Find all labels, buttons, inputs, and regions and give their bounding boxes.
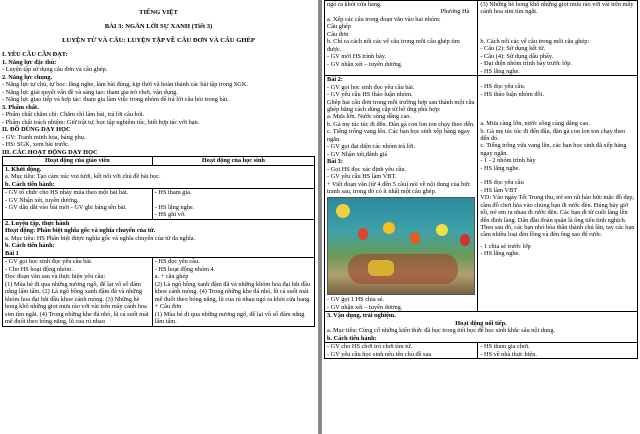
table-row: [325, 312, 638, 343]
student-step: - Câu (4): Sử dụng dấu phẩy.: [480, 52, 554, 60]
section-heading: II. ĐỒ DÙNG DẠY HỌC: [2, 126, 71, 134]
student-step: - HS về nhà thực hiện.: [480, 350, 537, 358]
document-page-right: [322, 0, 640, 434]
teacher-step: a. Mưa lớn. Nước sông dâng cao.: [327, 113, 411, 121]
table-cell: [3, 258, 153, 327]
document-page-left: [0, 0, 318, 434]
teacher-step: b. Chỉ ra cách nối các vế câu trong mỗi câu ghép tìm được.: [327, 38, 460, 53]
paragraph: - GV: Tranh minh họa, bảng phụ.: [2, 133, 86, 141]
table-cell: [478, 343, 638, 359]
exercise-heading: Bài 2:: [327, 76, 343, 84]
teacher-step: - Cho HS hoạt động nhóm .: [5, 265, 75, 273]
lantern-icon: [460, 234, 470, 246]
student-step: b. Gà mẹ túc túc đi đến đâu, đàn gà con lon ton chạy theo đến đó.: [480, 127, 626, 142]
activity-heading: 2. Luyện tập, thực hành: [5, 219, 70, 227]
exercise-heading: Bài 3:: [327, 158, 343, 166]
teacher-step: - GV nhận xét – tuyên dương.: [327, 60, 403, 68]
teacher-step: - GV gọi 1 HS chia sẻ.: [327, 296, 385, 304]
activity-method: b. Cách tiến hành:: [5, 242, 55, 250]
student-step: - Câu (2): Sử dụng kết từ.: [480, 45, 546, 53]
table-cell: [478, 76, 638, 312]
teacher-step: - GV yêu cầu HS làm VBT.: [327, 173, 397, 181]
activity-method: b. Cách tiến hành:: [327, 334, 377, 342]
teacher-step: ngó ra khỏi cửa hang.: [327, 1, 382, 8]
teacher-step: (1) Mùa hè đi qua những nương ngô, để lại vô số đám nắng lấm tấm. (2) Là ngô bồng xanh đậm đã và những khóm hoa đại bắt đầu khoe cánh mỏng. (3) Những hè hong khô những giọt mưa rào với vài trên mây cánh hoa sim tím ngắt. (4) Trong những khe đá nhỏ, lũ cá suối mải mê đuổi theo bóng nắng, lũ cua rủ nhau: [5, 280, 149, 326]
activity-goal: a. Mục tiêu: HS Phân biệt được nghĩa gốc và nghĩa chuyển của từ đa nghĩa.: [5, 234, 196, 242]
student-step: - HS làm VBT: [480, 186, 518, 194]
topic-title: LUYỆN TỪ VÀ CÂU: LUYỆN TẬP VỀ CÂU ĐƠN VÀ CÂU GHÉP: [62, 36, 255, 44]
student-step: - HS ghi vở.: [154, 211, 186, 219]
lantern-icon: [358, 228, 368, 240]
teacher-step: - GV yêu cầu học sinh nêu tên chủ đề sau: [327, 350, 432, 358]
paragraph: - Năng lực tự chủ, tự học: lắng nghe, làm bài đúng, kịp thời và hoàn thành các bài tập trong SGK.: [2, 81, 248, 89]
table-cell: [152, 189, 314, 220]
teacher-step: Câu đơn: [327, 30, 349, 38]
star-lantern-icon: [436, 224, 448, 236]
exercise-heading: Bài 1: [5, 249, 19, 257]
activity-subheading: Hoạt động: Phân biệt nghĩa gốc và nghĩa chuyển của từ.: [5, 227, 156, 235]
teacher-step: - GV yêu cầu HS thảo luận nhóm.: [327, 91, 413, 99]
activity-goal: a. Mục tiêu: Tạo cảm xúc vui tươi, kết nối với chủ đề bài học.: [5, 173, 161, 181]
teacher-step: Câu ghép: [327, 23, 351, 31]
paragraph: - Năng lực giải quyết vấn đề và sáng tạo: tham gia trò chơi, vận dụng.: [2, 88, 178, 96]
table-header-student: Hoạt động của học sinh: [152, 157, 314, 166]
lantern-icon: [410, 232, 420, 244]
table-cell: [325, 343, 478, 359]
section-heading: III. CÁC HOẠT ĐỘNG DẠY HỌC: [2, 148, 98, 156]
children-procession: [348, 254, 458, 284]
table-row: [3, 219, 315, 258]
table-cell: [152, 258, 314, 327]
paragraph: - Phẩm chất chăm chỉ: Chăm chỉ làm bài, trả lời câu hỏi.: [2, 111, 145, 119]
teacher-step: Đọc đoạn văn sau và thực hiện yêu cầu:: [5, 273, 106, 281]
student-step: (1) Mùa hè đi qua những nương ngô, để lại vô số đám nắng lấm tấm.: [154, 310, 305, 326]
teacher-step: b. Gà mẹ túc túc đi đến. Đàn gà con lon ton chạy theo đến.: [327, 120, 475, 128]
student-step: a. + câu ghép: [154, 273, 189, 281]
student-step: - HS thảo luận nhóm đôi.: [480, 90, 545, 98]
student-step: - 1 - 2 nhóm trình bày: [480, 157, 536, 165]
activity-method: b. Cách tiến hành:: [5, 180, 55, 188]
author-credit: Phương Hà: [440, 8, 470, 16]
teacher-step: - GV gọi học sinh đọc yêu cầu bài.: [327, 83, 415, 91]
activity-goal: a. Mục tiêu: Củng cố những kiến thức đã học trong tiết học để học sinh khắc sâu nội dung.: [327, 327, 556, 335]
moon-icon: [336, 204, 350, 218]
paragraph: - HS: SGK, xem bài trước.: [2, 141, 70, 149]
subject-title: TIẾNG VIỆT: [139, 8, 178, 16]
lesson-title: BÀI 3: NGÂN LỜI SỰ XANH (Tiết 3): [104, 22, 213, 30]
teacher-step: - GV dẫn dắt vào bài mới - GV ghi bảng tên bài.: [5, 204, 127, 212]
student-step: - HS tham gia chơi.: [480, 343, 530, 351]
table-cell: [478, 1, 638, 76]
teacher-step: c. Tiếng trống vang lên. Các bạn học sinh xếp hàng ngay ngắn.: [327, 128, 470, 143]
student-step: - HS lắng nghe.: [480, 250, 520, 258]
student-step: (2) Là ngô bồng xanh đậm đã và những khóm hoa đại bắt đầu khoe cánh mỏng. (4) Trong những khe đá nhỏ, lũ cá suối mải mê đuổi theo bóng nắng, lũ cua rủ nhau ngó ra khỏi cửa hang.: [154, 280, 311, 303]
student-step: - HS lắng nghe.: [154, 203, 195, 211]
star-lantern-icon: [383, 222, 395, 234]
paragraph: - Năng lực giao tiếp và hợp tác: tham gia làm việc trong nhóm để trả lời câu hỏi trong bài.: [2, 96, 229, 104]
student-step: - HS lắng nghe.: [480, 67, 520, 75]
student-step: + Câu đơn: [154, 303, 182, 311]
student-step: - HS lắng nghe.: [480, 164, 520, 172]
student-step: c. Tiếng trống vừa vang lên, các bạn học sinh đã xếp hàng ngay ngắn.: [480, 142, 627, 157]
table-row: [3, 165, 315, 189]
student-step: a. Mưa càng lớn, nước sông càng dâng cao.: [480, 120, 590, 128]
teacher-step: - GV tổ chức cho HS nhảy múa theo một bài hát.: [5, 189, 129, 197]
student-step: - HS đọc yêu cầu.: [480, 83, 526, 91]
paragraph: - Luyện tập sử dụng câu đơn và câu ghép.: [2, 66, 108, 74]
teacher-step: - GV Nhận xét, tuyên dương.: [5, 196, 79, 204]
student-step: - HS tham gia.: [154, 189, 192, 197]
subsection-heading: 2. Năng lực chung.: [2, 73, 53, 81]
subsection-heading: 3. Phẩm chất.: [2, 103, 39, 111]
activity-table: [2, 156, 315, 327]
activity-subheading: Hoạt động nối tiếp.: [455, 319, 507, 327]
paragraph: - Phẩm chất trách nhiệm: Giữ trật tự, học tập nghiêm túc, biết hợp tác với bạn.: [2, 118, 200, 126]
table-cell: [3, 189, 153, 220]
teacher-step: - GV mời HS trình bày.: [327, 53, 387, 61]
teacher-step: - GV cho HS chơi trò chơi tìm từ.: [327, 343, 412, 351]
section-heading: I. YÊU CẦU CẦN ĐẠT:: [2, 51, 68, 59]
teacher-step: - GV nhận xét – tuyên dương.: [327, 303, 403, 311]
mid-autumn-lantern-illustration: [327, 197, 475, 295]
activity-heading: 3. Vận dụng, trải nghiệm.: [327, 312, 396, 320]
table-cell: [325, 76, 478, 312]
student-step: - 1 chia sẻ trước lớp: [480, 242, 531, 250]
student-step: b. Cách nối các vế câu trong mỗi câu ghép:: [480, 37, 590, 45]
teacher-step: - Gọi HS đọc xác định yêu cầu.: [327, 165, 407, 173]
student-step: VD: Vào ngày Tết Trung thu, trẻ em rất háo hức mặc đồ đẹp, cầm đồ chơi hòa vào chúng bạn đi rước đèn. Đúng bảy giờ tối, trẻ em ra nhau đi rước đèn. Các bạn đi từ cuối làng lên đến đình làng. Dẫn đầu đoàn quân là ông tiến tình nghịch. Theo sau đó, các bạn nhỏ hòa thân thành chú lân, tay các bạn cầm nhiều loại đèn lồng và đèn ông sao để rước.: [480, 194, 635, 239]
teacher-step: a. Xếp các câu trong đoạn văn vào hai nhóm:: [327, 15, 441, 23]
teacher-step: - GV gọi đại diện các nhóm trả lời.: [327, 143, 416, 151]
lion-dance-figure: [368, 260, 394, 276]
student-step: - Đại diện nhóm trình bày trước lớp.: [480, 60, 572, 68]
teacher-step: - GV gọi học sinh đọc yêu cầu bài.: [5, 258, 93, 266]
student-step: - HS đọc yêu cầu.: [154, 258, 200, 266]
student-step: (3) Những hè hong khô những giọt mưa rào với vài trên mây cánh hoa sim tím ngắt.: [480, 1, 634, 16]
student-step: - HS đọc yêu cầu: [480, 179, 524, 187]
teacher-step: + Viết đoạn văn (từ 4 đến 5 câu) nói về nội dung của bức tranh sau, trong đó có ít nhất một câu ghép.: [327, 180, 471, 195]
table-header-teacher: Hoạt động của giáo viên: [3, 157, 153, 166]
teacher-step: Ghép hai câu đơn trong mỗi trường hợp sau thành một câu ghép bằng cách dùng cặp từ hô ứng phù hợp:: [327, 98, 475, 113]
teacher-step: - GV Nhận xét,đánh giá: [327, 150, 388, 158]
student-step: - HS hoạt động nhóm 4.: [154, 265, 216, 273]
activity-table-continued: [324, 0, 638, 359]
subsection-heading: 1. Năng lực đặc thù:: [2, 58, 57, 66]
activity-heading: 1. Khởi động.: [5, 165, 42, 173]
table-cell: [325, 1, 478, 76]
